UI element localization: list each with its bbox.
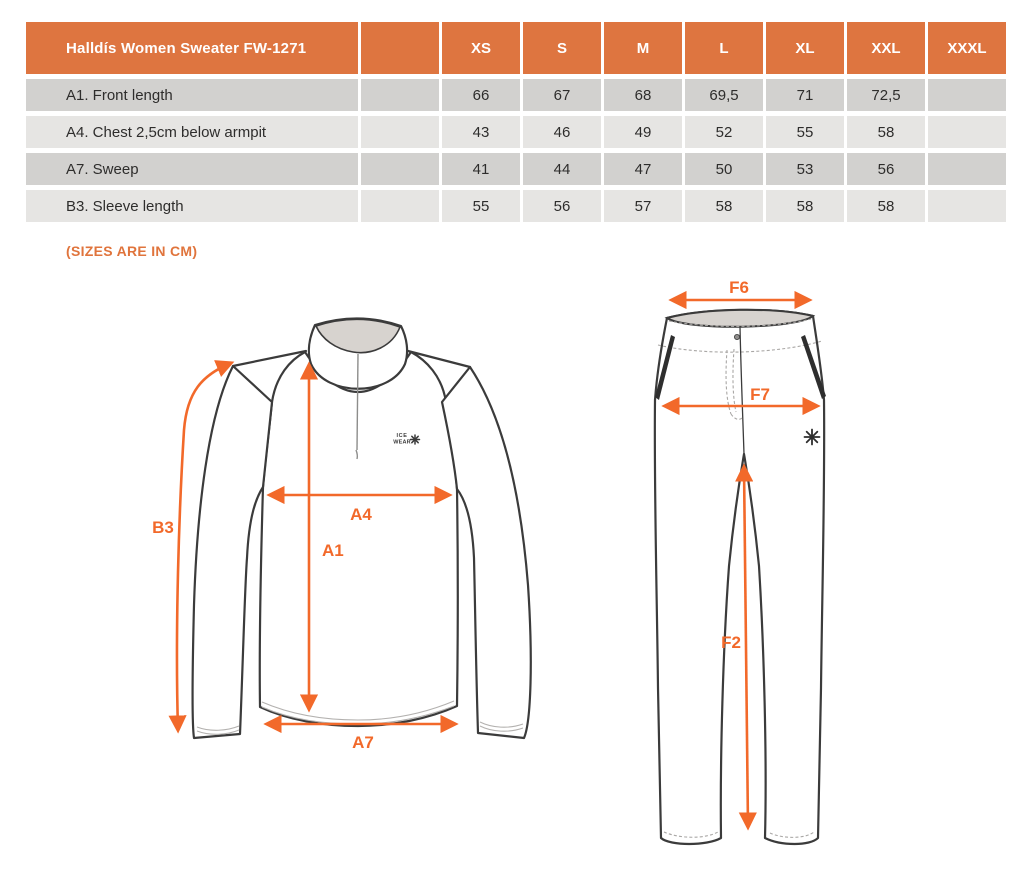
- size-table: [23, 17, 1009, 227]
- header-empty-cell: [361, 22, 439, 74]
- table-header-row: [26, 22, 1006, 74]
- sweater-diagram: [120, 300, 550, 780]
- value-cell: 49: [604, 116, 682, 148]
- value-cell: 44: [523, 153, 601, 185]
- units-note: (SIZES ARE IN CM): [66, 243, 198, 259]
- sweater-body: [260, 352, 458, 726]
- table-row: [26, 79, 1006, 111]
- a1-label: A1: [322, 541, 344, 560]
- value-cell: 71: [766, 79, 844, 111]
- value-cell: 41: [442, 153, 520, 185]
- empty-cell: [361, 116, 439, 148]
- value-cell: 56: [847, 153, 925, 185]
- f2-label: F2: [721, 633, 741, 652]
- value-cell: 58: [847, 116, 925, 148]
- value-cell: 67: [523, 79, 601, 111]
- empty-cell: [361, 79, 439, 111]
- a7-label: A7: [352, 733, 374, 752]
- snowflake-icon: [805, 430, 820, 445]
- a7-arrow: [267, 724, 455, 752]
- row-label: B3. Sleeve length: [26, 190, 358, 222]
- row-label: A4. Chest 2,5cm below armpit: [26, 116, 358, 148]
- value-cell: 68: [604, 79, 682, 111]
- row-label: A1. Front length: [26, 79, 358, 111]
- value-cell: 55: [766, 116, 844, 148]
- size-header: XXL: [847, 22, 925, 74]
- a4-label: A4: [350, 505, 372, 524]
- logo-text-wear: WEAR: [393, 439, 411, 446]
- value-cell: [928, 190, 1006, 222]
- value-cell: [928, 79, 1006, 111]
- size-header: L: [685, 22, 763, 74]
- size-header: XL: [766, 22, 844, 74]
- value-cell: [928, 153, 1006, 185]
- size-header: XS: [442, 22, 520, 74]
- empty-cell: [361, 153, 439, 185]
- f6-arrow: [672, 278, 809, 300]
- value-cell: 56: [523, 190, 601, 222]
- b3-label: B3: [152, 518, 174, 537]
- value-cell: 50: [685, 153, 763, 185]
- value-cell: 57: [604, 190, 682, 222]
- value-cell: 72,5: [847, 79, 925, 111]
- size-header: S: [523, 22, 601, 74]
- snowflake-icon: [411, 435, 420, 444]
- zipper: [357, 354, 358, 450]
- icewear-logo: [393, 433, 419, 446]
- value-cell: 58: [847, 190, 925, 222]
- value-cell: 52: [685, 116, 763, 148]
- table-row: [26, 116, 1006, 148]
- value-cell: 55: [442, 190, 520, 222]
- row-label: A7. Sweep: [26, 153, 358, 185]
- logo-text-ice: ICE: [396, 433, 408, 439]
- pants-body: [655, 310, 824, 844]
- value-cell: 43: [442, 116, 520, 148]
- table-row: [26, 190, 1006, 222]
- value-cell: [928, 116, 1006, 148]
- value-cell: 47: [604, 153, 682, 185]
- size-header: M: [604, 22, 682, 74]
- table-title: Halldís Women Sweater FW-1271: [26, 22, 358, 74]
- value-cell: 53: [766, 153, 844, 185]
- value-cell: 58: [685, 190, 763, 222]
- size-header: XXXL: [928, 22, 1006, 74]
- value-cell: 46: [523, 116, 601, 148]
- value-cell: 69,5: [685, 79, 763, 111]
- f6-label: F6: [729, 278, 749, 297]
- value-cell: 58: [766, 190, 844, 222]
- empty-cell: [361, 190, 439, 222]
- table-row: [26, 153, 1006, 185]
- f7-label: F7: [750, 385, 770, 404]
- pants-diagram: [625, 278, 845, 863]
- value-cell: 66: [442, 79, 520, 111]
- waist-button: [734, 334, 739, 339]
